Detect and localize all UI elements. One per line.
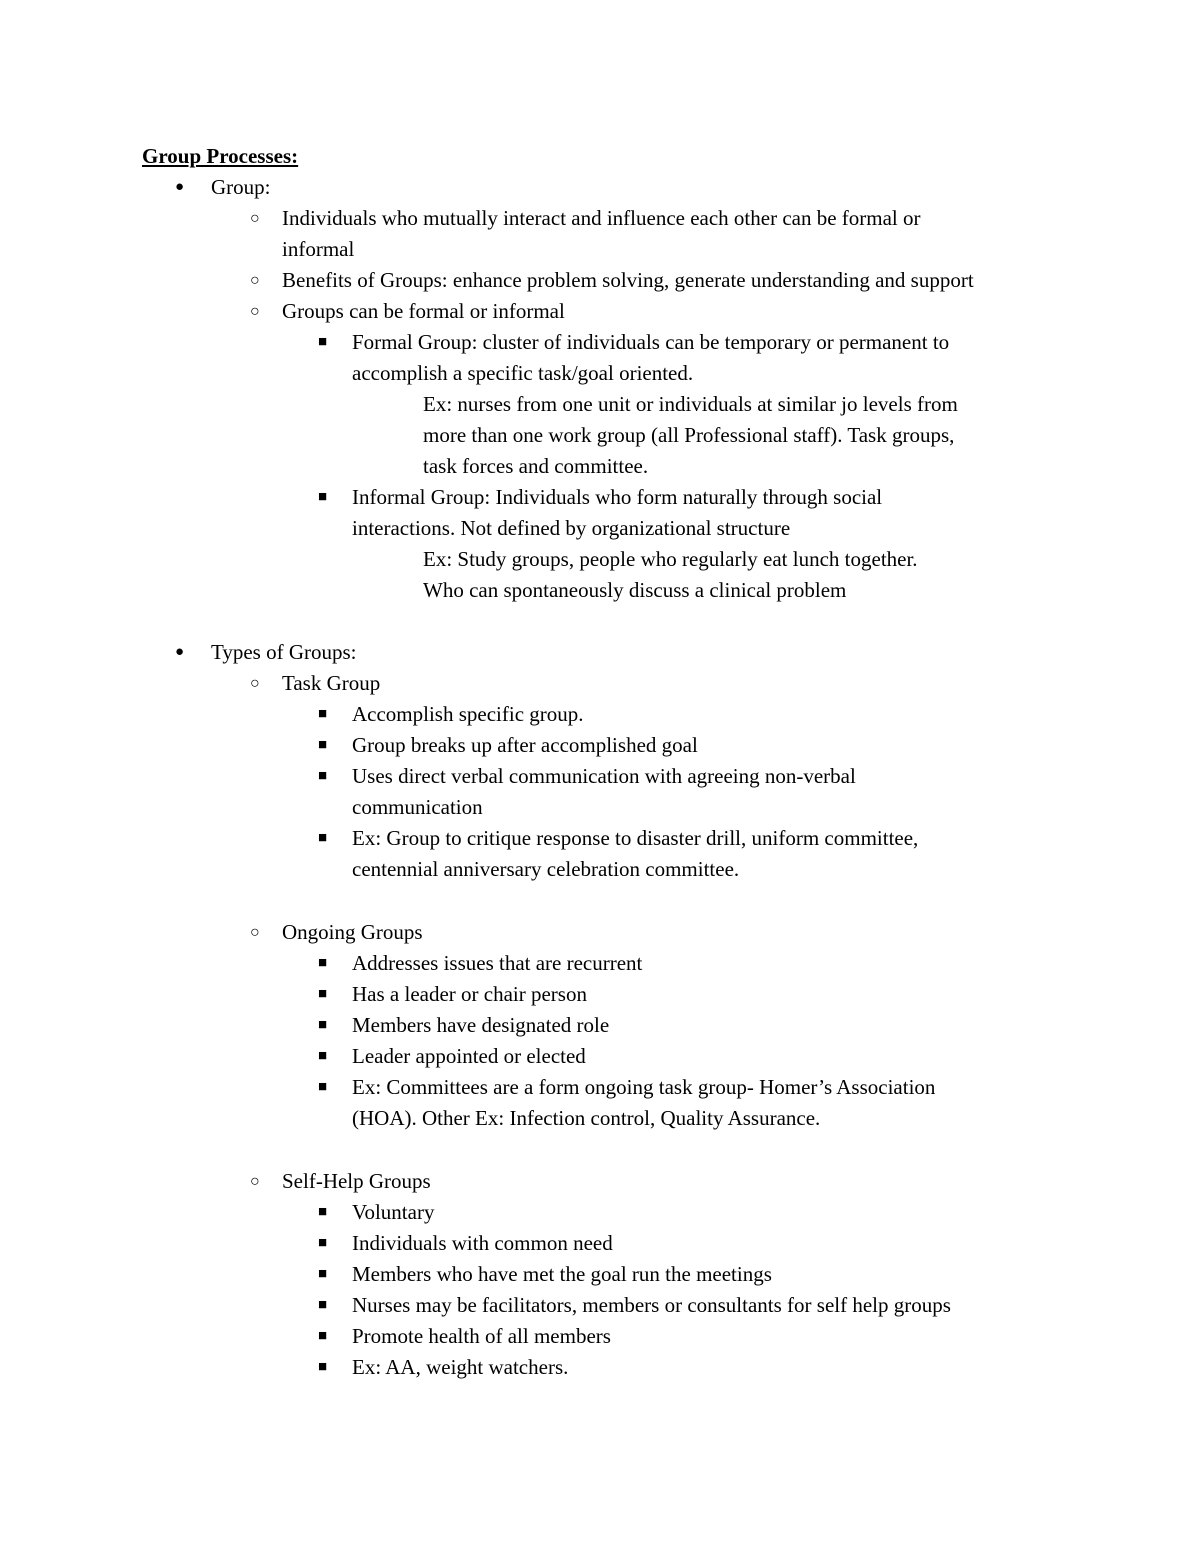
group-definition-line: informal <box>282 237 355 261</box>
list-item: Has a leader or chair person <box>352 982 587 1006</box>
group-formal-or-informal: Groups can be formal or informal <box>282 299 565 323</box>
bullet-square: ■ <box>318 1297 328 1313</box>
list-item: Group breaks up after accomplished goal <box>352 733 698 757</box>
bullet-circle: ○ <box>250 210 260 227</box>
informal-example-line: Who can spontaneously discuss a clinical problem <box>423 578 847 602</box>
list-item: Uses direct verbal communication with agreeing non-verbal <box>352 764 856 788</box>
bullet-square: ■ <box>318 737 328 753</box>
subheading-task-group: Task Group <box>282 671 381 695</box>
bullet-circle: ○ <box>250 1173 260 1190</box>
bullet-disc: ● <box>175 179 185 195</box>
page-title: Group Processes: <box>142 144 299 168</box>
bullet-square: ■ <box>318 1017 328 1033</box>
list-item: Members have designated role <box>352 1013 610 1037</box>
bullet-square: ■ <box>318 1235 328 1251</box>
bullet-circle: ○ <box>250 675 260 692</box>
list-item: centennial anniversary celebration committee. <box>352 857 740 881</box>
informal-example-line: Ex: Study groups, people who regularly eat lunch together. <box>423 547 918 571</box>
bullet-square: ■ <box>318 1359 328 1375</box>
bullet-disc: ● <box>175 644 185 660</box>
formal-example-line: more than one work group (all Professional staff). Task groups, <box>423 423 955 447</box>
formal-group-line: Formal Group: cluster of individuals can be temporary or permanent to <box>352 330 950 354</box>
bullet-square: ■ <box>318 986 328 1002</box>
subheading-self-help-groups: Self-Help Groups <box>282 1169 431 1193</box>
informal-group-line: Informal Group: Individuals who form naturally through social <box>352 485 883 509</box>
bullet-square: ■ <box>318 1048 328 1064</box>
informal-group-line: interactions. Not defined by organizational structure <box>352 516 791 540</box>
list-item: Individuals with common need <box>352 1231 613 1255</box>
bullet-square: ■ <box>318 334 328 350</box>
bullet-square: ■ <box>318 830 328 846</box>
bullet-circle: ○ <box>250 272 260 289</box>
list-item: Members who have met the goal run the meetings <box>352 1262 772 1286</box>
list-item: Nurses may be facilitators, members or consultants for self help groups <box>352 1293 951 1317</box>
bullet-square: ■ <box>318 1079 328 1095</box>
formal-example-line: Ex: nurses from one unit or individuals at similar jo levels from <box>423 392 958 416</box>
formal-group-line: accomplish a specific task/goal oriented. <box>352 361 694 385</box>
list-item: (HOA). Other Ex: Infection control, Quality Assurance. <box>352 1106 821 1130</box>
list-item: Ex: Committees are a form ongoing task group- Homer’s Association <box>352 1075 936 1099</box>
list-item: Leader appointed or elected <box>352 1044 586 1068</box>
bullet-square: ■ <box>318 1266 328 1282</box>
list-item: Accomplish specific group. <box>352 702 584 726</box>
list-item: Voluntary <box>352 1200 435 1224</box>
bullet-square: ■ <box>318 706 328 722</box>
group-benefits: Benefits of Groups: enhance problem solving, generate understanding and support <box>282 268 974 292</box>
list-item: Addresses issues that are recurrent <box>352 951 643 975</box>
list-item: Ex: AA, weight watchers. <box>352 1355 569 1379</box>
section-heading-types: Types of Groups: <box>211 640 357 664</box>
bullet-square: ■ <box>318 1328 328 1344</box>
bullet-square: ■ <box>318 955 328 971</box>
list-item: Ex: Group to critique response to disaster drill, uniform committee, <box>352 826 919 850</box>
formal-example-line: task forces and committee. <box>423 454 649 478</box>
section-heading-group: Group: <box>211 175 271 199</box>
bullet-square: ■ <box>318 489 328 505</box>
subheading-ongoing-groups: Ongoing Groups <box>282 920 423 944</box>
list-item: communication <box>352 795 483 819</box>
bullet-square: ■ <box>318 768 328 784</box>
bullet-square: ■ <box>318 1204 328 1220</box>
bullet-circle: ○ <box>250 924 260 941</box>
bullet-circle: ○ <box>250 303 260 320</box>
group-definition-line: Individuals who mutually interact and influence each other can be formal or <box>282 206 921 230</box>
list-item: Promote health of all members <box>352 1324 611 1348</box>
